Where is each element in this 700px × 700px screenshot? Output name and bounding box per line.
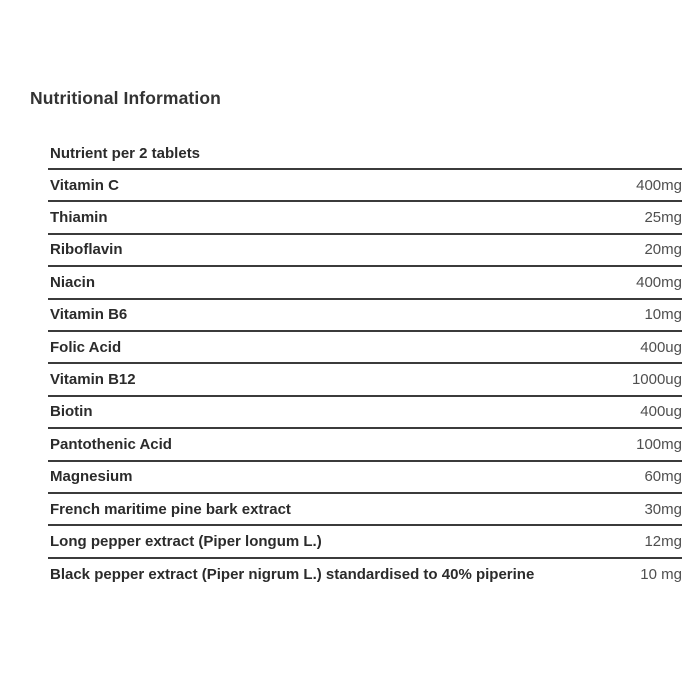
nutrient-label: Pantothenic Acid — [50, 435, 172, 453]
nutrient-label: Folic Acid — [50, 338, 122, 356]
table-header-row — [48, 138, 682, 170]
nutrient-amount: 60mg — [644, 468, 682, 486]
table-row — [48, 429, 682, 461]
nutrient-label: Riboflavin — [50, 241, 123, 259]
table-body — [48, 170, 682, 591]
table-row — [48, 235, 682, 267]
nutrient-amount: 20mg — [644, 241, 682, 259]
table-row — [48, 202, 682, 234]
nutrient-label: Black pepper extract (Piper nigrum L.) standardised to 40% piperine — [50, 566, 535, 584]
nutrient-label: Vitamin C — [50, 176, 119, 194]
table-row — [48, 397, 682, 429]
table-row — [48, 170, 682, 202]
nutrient-label: Vitamin B12 — [50, 371, 136, 389]
nutrient-label: Thiamin — [50, 209, 108, 227]
table-row — [48, 526, 682, 558]
table-row — [48, 300, 682, 332]
nutrient-label: French maritime pine bark extract — [50, 500, 291, 518]
table-row — [48, 494, 682, 526]
nutrition-table — [48, 138, 682, 591]
nutrient-label: Niacin — [50, 273, 96, 291]
nutrient-label: Vitamin B6 — [50, 306, 128, 324]
nutrient-label: Magnesium — [50, 468, 133, 486]
nutrient-amount: 400ug — [640, 403, 682, 421]
table-row — [48, 267, 682, 299]
nutrient-amount: 12mg — [644, 532, 682, 550]
nutrient-amount: 10 mg — [640, 566, 682, 584]
nutrient-amount: 400mg — [636, 273, 682, 291]
table-row — [48, 364, 682, 396]
nutrient-amount: 400ug — [640, 338, 682, 356]
nutrient-amount: 25mg — [644, 209, 682, 227]
table-row — [48, 462, 682, 494]
nutrient-label: Long pepper extract (Piper longum L.) — [50, 532, 322, 550]
nutrient-amount: 10mg — [644, 306, 682, 324]
nutrient-amount: 1000ug — [631, 371, 682, 389]
nutrient-amount: 400mg — [636, 176, 682, 194]
page-title: Nutritional Information — [30, 88, 221, 108]
table-row — [48, 332, 682, 364]
nutrient-amount: 30mg — [644, 500, 682, 518]
table-row — [48, 559, 682, 591]
table-header-label: Nutrient per 2 tablets — [50, 144, 201, 162]
nutrient-label: Biotin — [50, 403, 93, 421]
nutrient-amount: 100mg — [636, 435, 682, 453]
